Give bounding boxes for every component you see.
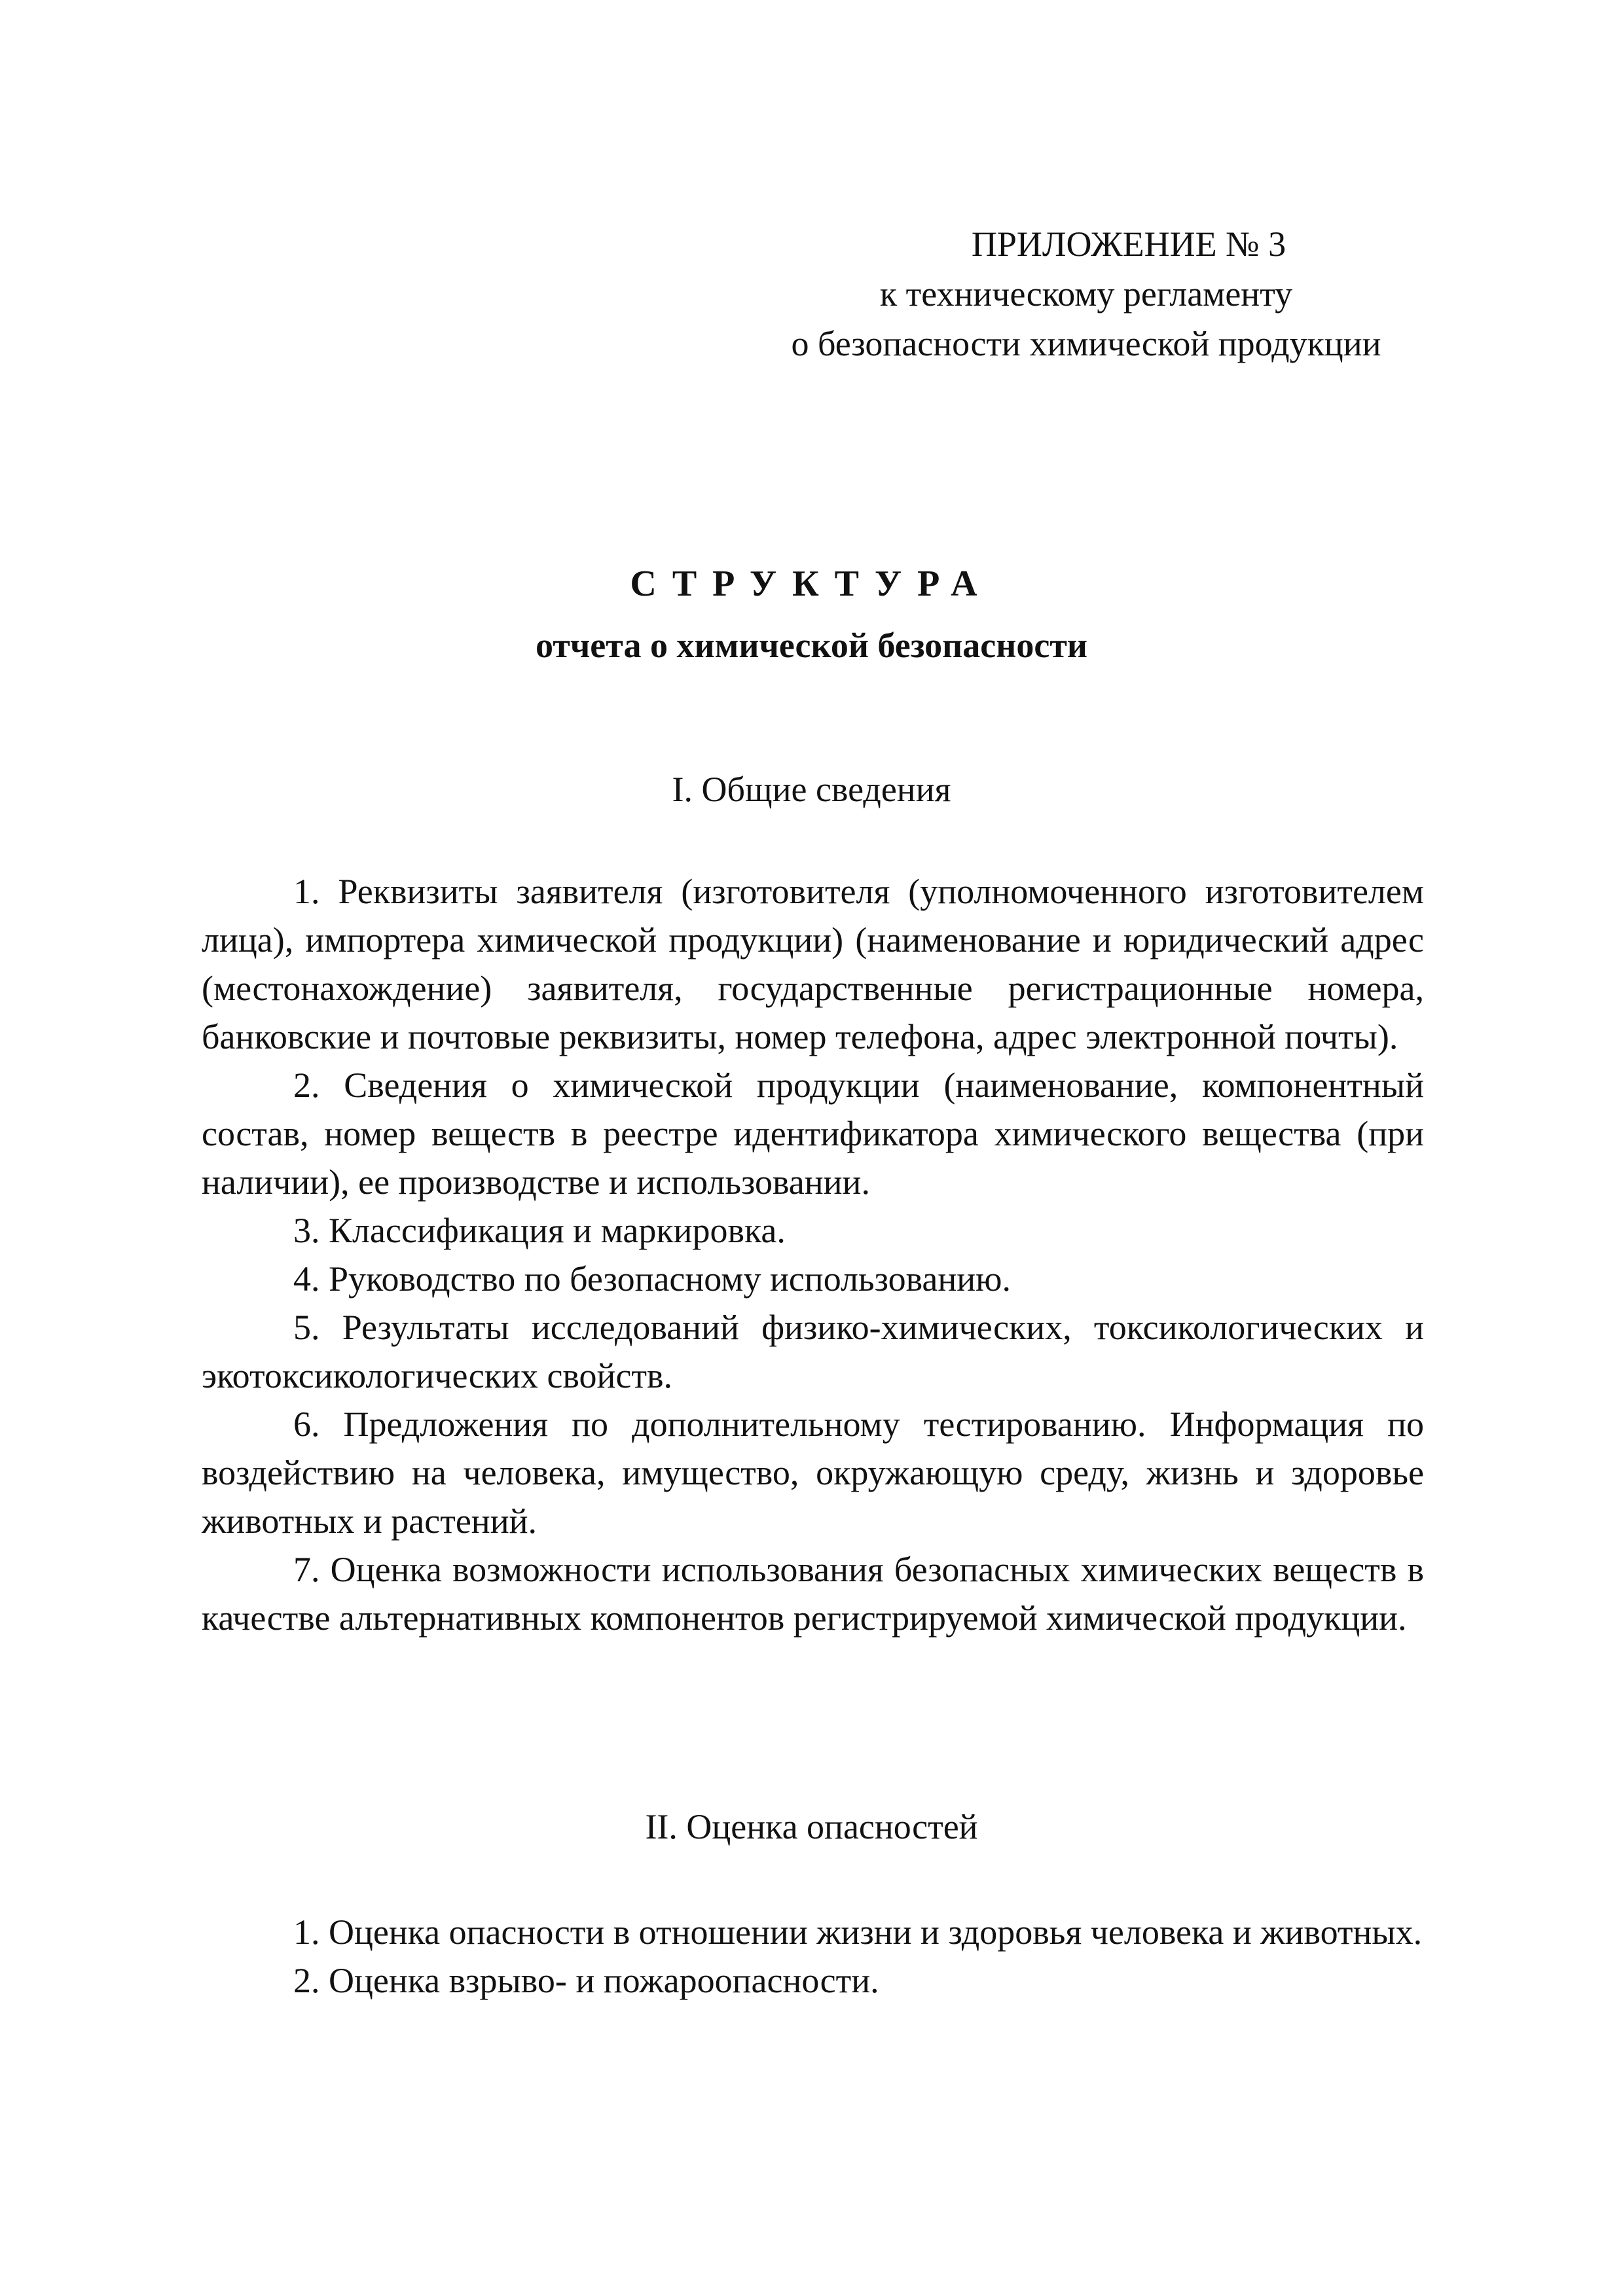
document-subtitle: отчета о химической безопасности: [536, 626, 1087, 665]
section-heading: I. Общие сведения: [672, 770, 951, 809]
list-item: 7. Оценка возможности использования безопасных химических веществ в качестве альтернативных компонентов регистрируемой химической продукции.: [202, 1550, 1424, 1638]
list-item: 1. Реквизиты заявителя (изготовителя (уполномоченного изготовителем лица), импортера химической продукции) (наименование и юридический адрес (местонахождение) заявителя, государственные регистрационные номера, банковские и почтовые реквизиты, номер телефона, адрес электронной почты).: [202, 872, 1424, 1056]
annex-number: ПРИЛОЖЕНИЕ № 3: [971, 224, 1286, 264]
section-body: [202, 1908, 1424, 2005]
list-item: 5. Результаты исследований физико-химических, токсикологических и экотоксикологических свойств.: [202, 1308, 1424, 1395]
list-item: 1. Оценка опасности в отношении жизни и здоровья человека и животных.: [293, 1912, 1423, 1952]
section-body: [202, 867, 1424, 1642]
annex-reference-line: к техническому регламенту: [879, 274, 1293, 314]
list-item: 2. Оценка взрыво- и пожароопасности.: [293, 1961, 879, 2000]
list-item: 2. Сведения о химической продукции (наименование, компонентный состав, номер веществ в реестре идентификатора химического вещества (при наличии), ее производстве и использовании.: [202, 1066, 1424, 1202]
annex-reference-line: о безопасности химической продукции: [791, 324, 1381, 363]
list-item: 3. Классификация и маркировка.: [293, 1211, 786, 1250]
section-heading: II. Оценка опасностей: [645, 1807, 978, 1846]
list-item: 4. Руководство по безопасному использованию.: [293, 1259, 1011, 1299]
list-item: 6. Предложения по дополнительному тестированию. Информация по воздействию на человека, имущество, окружающую среду, жизнь и здоровье животных и растений.: [202, 1405, 1424, 1541]
annex-header: [759, 219, 1413, 368]
document-title: СТРУКТУРА: [630, 564, 993, 604]
